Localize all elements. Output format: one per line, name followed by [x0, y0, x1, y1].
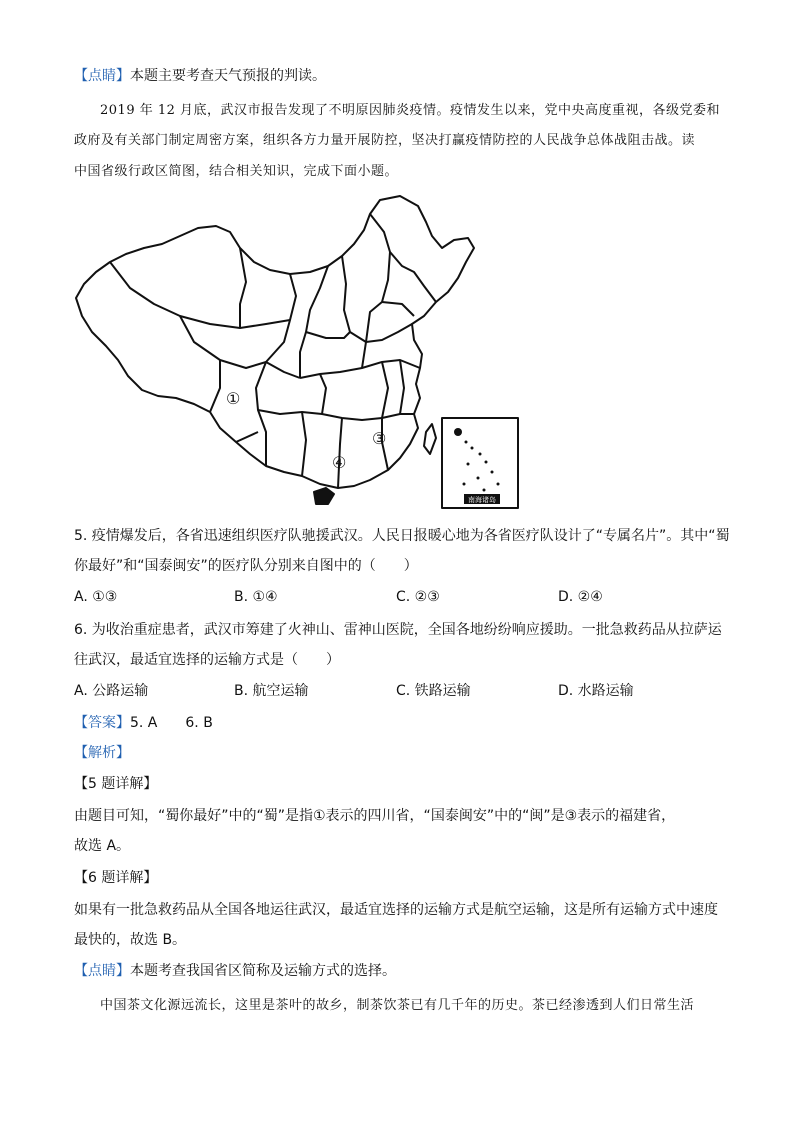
q5-option-a: A. ①③ [74, 589, 118, 605]
q5-detail-tag: 【5 题详解】 [74, 776, 158, 792]
china-outline [76, 196, 474, 488]
map-marker-1: ① [226, 389, 241, 408]
intro-line-2: 政府及有关部门制定周密方案，组织各方力量开展防控，坚决打赢疫情防控的人民战争总体战阻击战。读 [74, 133, 696, 148]
dianjing-text: 本题考查我国省区简称及运输方式的选择。 [130, 963, 396, 979]
analysis-tag: 【解析】 [74, 745, 130, 761]
dianjing-line-top [74, 66, 326, 86]
tea-intro-line: 中国茶文化源远流长，这里是茶叶的故乡，制茶饮茶已有几千年的历史。茶已经渗透到人们日常生活 [100, 998, 695, 1013]
answer-line [74, 713, 213, 733]
q6-option-d: D. 水路运输 [558, 683, 634, 699]
map-marker-3: ③ [372, 429, 387, 448]
q5-line-2: 你最好”和“国泰闽安”的医疗队分别来自图中的（ ） [74, 558, 418, 574]
q6-line-2: 往武汉，最适宜选择的运输方式是（ ） [74, 652, 340, 668]
dianjing-text: 本题主要考查天气预报的判读。 [130, 68, 326, 84]
answer-tag: 【答案】 [74, 715, 130, 731]
inset-label: 南海诸岛 [468, 496, 496, 504]
dianjing-tag: 【点睛】 [74, 963, 130, 979]
dianjing-tag: 【点睛】 [74, 68, 130, 84]
dianjing-line-bottom [74, 961, 396, 981]
intro-line-3: 中国省级行政区简图，结合相关知识，完成下面小题。 [74, 164, 399, 179]
q5-option-d: D. ②④ [558, 589, 603, 605]
q5-option-b: B. ①④ [234, 589, 278, 605]
q5-line-1: 5. 疫情爆发后，各省迅速组织医疗队驰援武汉。人民日报暖心地为各省医疗队设计了“专属名片”。其中“蜀 [74, 528, 730, 544]
q6-option-b: B. 航空运输 [234, 683, 309, 699]
taiwan-island [424, 424, 436, 454]
map-marker-4: ④ [332, 453, 347, 472]
q5-detail-line-1: 由题目可知，“蜀你最好”中的“蜀”是指①表示的四川省，“国泰闽安”中的“闽”是③表示的福建省， [74, 808, 676, 824]
q6-line-1: 6. 为收治重症患者，武汉市筹建了火神山、雷神山医院，全国各地纷纷响应援助。一批急救药品从拉萨运 [74, 622, 722, 638]
intro-line-1: 2019 年 12 月底，武汉市报告发现了不明原因肺炎疫情。疫情发生以来，党中央高度重视，各级党委和 [100, 103, 721, 118]
answer-text: 5. A 6. B [130, 715, 213, 731]
q5-detail-line-2: 故选 A。 [74, 838, 131, 854]
q6-option-a: A. 公路运输 [74, 683, 149, 699]
q6-option-c: C. 铁路运输 [396, 683, 471, 699]
q6-detail-tag: 【6 题详解】 [74, 870, 158, 886]
q5-option-c: C. ②③ [396, 589, 440, 605]
china-province-map [70, 192, 530, 512]
q6-detail-line-1: 如果有一批急救药品从全国各地运往武汉，最适宜选择的运输方式是航空运输，这是所有运输方式中速度 [74, 902, 718, 918]
hainan-island [314, 488, 334, 504]
q6-detail-line-2: 最快的，故选 B。 [74, 932, 187, 948]
